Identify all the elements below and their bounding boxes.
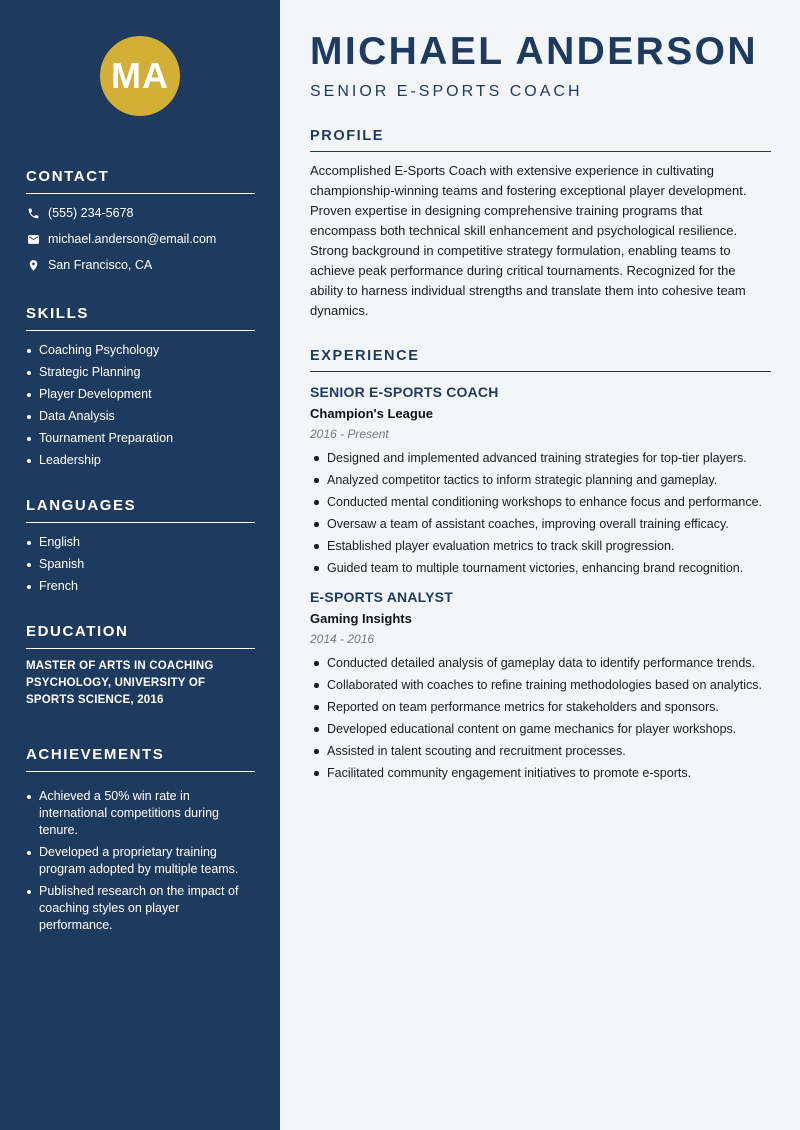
mail-icon: [26, 232, 40, 246]
job-bullet: Facilitated community engagement initiatives to promote e-sports.: [310, 764, 771, 782]
job-company: Champion's League: [310, 406, 433, 421]
job-bullet: Collaborated with coaches to refine training methodologies based on analytics.: [310, 676, 771, 694]
languages-section: [26, 497, 255, 595]
skill-item: Player Development: [26, 386, 255, 403]
candidate-title: SENIOR E-SPORTS COACH: [310, 83, 583, 100]
job-bullet: Developed educational content on game mechanics for player workshops.: [310, 720, 771, 738]
achievements-section: [26, 746, 255, 934]
profile-heading: PROFILE: [310, 128, 771, 152]
skill-item: Data Analysis: [26, 408, 255, 425]
job-bullet: Established player evaluation metrics to track skill progression.: [310, 537, 771, 555]
job-bullets: [310, 449, 771, 577]
language-item: French: [26, 578, 255, 595]
job-bullet: Oversaw a team of assistant coaches, improving overall training efficacy.: [310, 515, 771, 533]
job-entry: [310, 384, 771, 577]
experience-section: [310, 348, 771, 786]
location-pin-icon: [26, 258, 40, 272]
language-item: English: [26, 534, 255, 551]
achievement-item: Published research on the impact of coaching styles on player performance.: [26, 883, 255, 934]
job-bullet: Analyzed competitor tactics to inform strategic planning and gameplay.: [310, 471, 771, 489]
job-bullet: Assisted in talent scouting and recruitment processes.: [310, 742, 771, 760]
skills-heading: SKILLS: [26, 305, 255, 331]
job-bullet: Conducted detailed analysis of gameplay data to identify performance trends.: [310, 654, 771, 672]
phone-icon: [26, 206, 40, 220]
job-dates: 2014 - 2016: [310, 632, 375, 646]
avatar: MA: [100, 36, 180, 116]
skills-list: [26, 342, 255, 469]
education-text: MASTER OF ARTS IN COACHING PSYCHOLOGY, UNIVERSITY OF SPORTS SCIENCE, 2016: [26, 660, 214, 706]
skills-section: [26, 305, 255, 469]
job-entry: [310, 589, 771, 782]
contact-location: [26, 252, 255, 278]
education-heading: EDUCATION: [26, 623, 255, 649]
candidate-name: MICHAEL ANDERSON: [310, 30, 758, 73]
achievement-item: Achieved a 50% win rate in international competitions during tenure.: [26, 788, 255, 839]
profile-section: [310, 128, 771, 321]
email-text: michael.anderson@email.com: [48, 232, 217, 246]
job-bullet: Reported on team performance metrics for stakeholders and sponsors.: [310, 698, 771, 716]
job-bullets: [310, 654, 771, 782]
profile-text: Accomplished E-Sports Coach with extensive experience in cultivating championship-winning teams and fostering exceptional player development. Proven expertise in designing comprehensive training programs that encompass both technical skill enhancement and psychological resilience. Strong background in competitive strategy formulation, enabling teams to achieve peak performance during critical tournaments. Recognized for the ability to harness individual strengths and translate them into cohesive team dynamics.: [310, 163, 747, 318]
job-company: Gaming Insights: [310, 611, 412, 626]
contact-email: [26, 226, 255, 252]
sidebar: [0, 0, 280, 1130]
achievements-heading: ACHIEVEMENTS: [26, 746, 255, 772]
achievement-item: Developed a proprietary training program adopted by multiple teams.: [26, 844, 255, 878]
languages-heading: LANGUAGES: [26, 497, 255, 523]
location-text: San Francisco, CA: [48, 258, 153, 272]
education-section: [26, 623, 255, 709]
contact-heading: CONTACT: [26, 168, 255, 194]
contact-phone: [26, 200, 255, 226]
contact-section: [26, 168, 255, 278]
job-bullet: Designed and implemented advanced training strategies for top-tier players.: [310, 449, 771, 467]
language-item: Spanish: [26, 556, 255, 573]
skill-item: Tournament Preparation: [26, 430, 255, 447]
job-title: SENIOR E-SPORTS COACH: [310, 384, 499, 400]
achievements-list: [26, 788, 255, 934]
languages-list: [26, 534, 255, 595]
skill-item: Coaching Psychology: [26, 342, 255, 359]
job-bullet: Conducted mental conditioning workshops to enhance focus and performance.: [310, 493, 771, 511]
phone-text: (555) 234-5678: [48, 206, 134, 220]
job-dates: 2016 - Present: [310, 427, 389, 441]
job-bullet: Guided team to multiple tournament victories, enhancing brand recognition.: [310, 559, 771, 577]
experience-heading: EXPERIENCE: [310, 348, 771, 372]
job-title: E-SPORTS ANALYST: [310, 589, 453, 605]
skill-item: Leadership: [26, 452, 255, 469]
skill-item: Strategic Planning: [26, 364, 255, 381]
